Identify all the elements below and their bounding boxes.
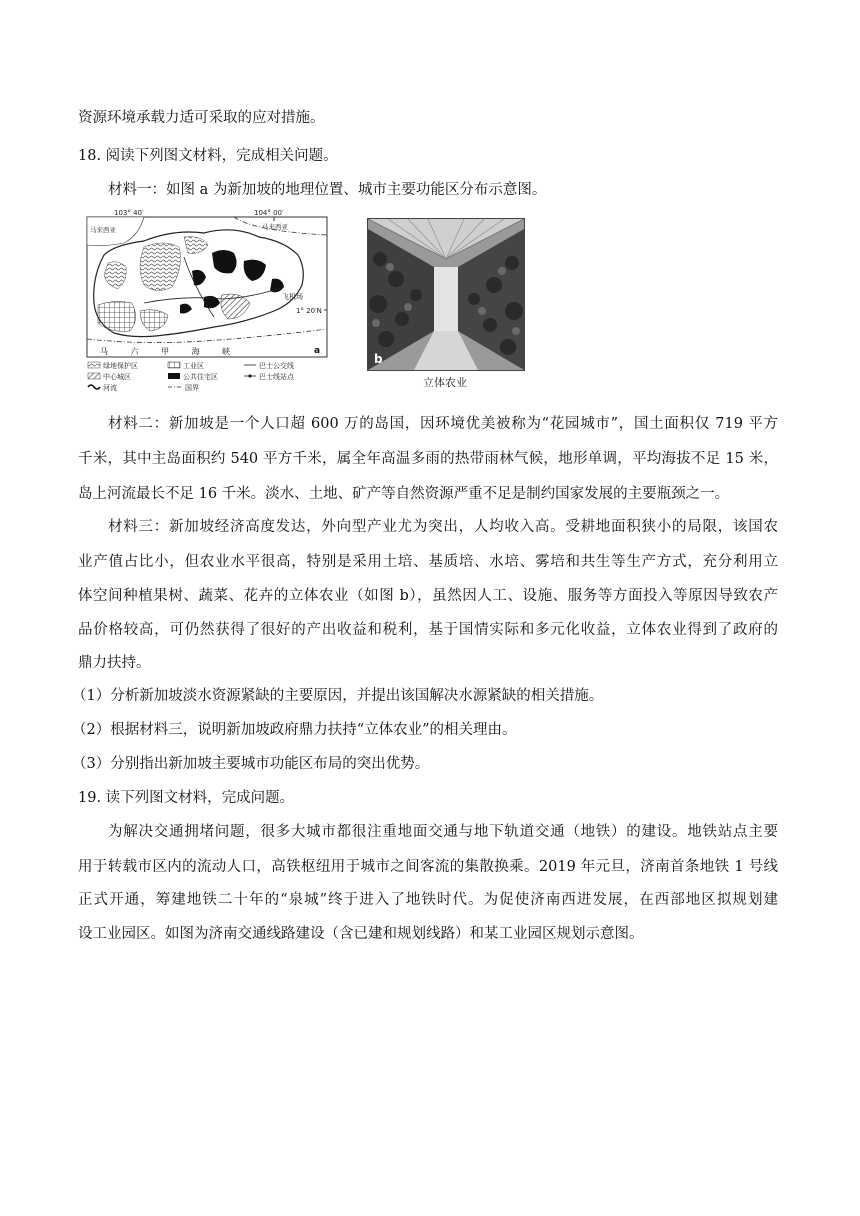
country-label-malaysia-left: 马来西亚 xyxy=(90,226,116,234)
legend-housing-swatch xyxy=(168,373,180,379)
singapore-map-figure xyxy=(84,207,332,393)
legend-industry-swatch xyxy=(168,362,180,368)
material-1-text: 材料一：如图 a 为新加坡的地理位置、城市主要功能区分布示意图。 xyxy=(108,182,547,198)
q19-para-line-2: 用于转载市区内的流动人口，高铁枢纽用于城市之间客流的集散换乘。2019 年元旦，济南首条地铁 1 号线 xyxy=(78,859,778,875)
legend-center-swatch xyxy=(88,373,100,379)
question-19-heading: 19. 读下列图文材料，完成问题。 xyxy=(78,790,295,806)
legend-river: 河流 xyxy=(103,384,117,392)
greenhouse-illustration xyxy=(368,219,524,370)
legend-border: 国界 xyxy=(185,384,199,392)
material-2-line-3: 岛上河流最长不足 16 千米。淡水、土地、矿产等自然资源严重不足是制约国家发展的主要瓶颈之一。 xyxy=(78,486,730,502)
material-3-line-1: 材料三：新加坡经济高度发达，外向型产业尤为突出，人均收入高。受耕地面积狭小的局限，该国农 xyxy=(108,519,778,535)
material-2-line-2: 千米，其中主岛面积约 540 平方千米，属全年高温多雨的热带雨林气候，地形单调，平均海拔不足 15 米， xyxy=(78,451,778,467)
material-3-line-4: 品价格较高，可仍然获得了很好的产出收益和税利，基于国情实际和多元化收益，立体农业得到了政府的 xyxy=(78,622,778,638)
material-2-line-1: 材料二：新加坡是一个人口超 600 万的岛国，因环境优美被称为“花园城市”，国土面积仅 719 平方 xyxy=(108,416,778,432)
legend-center: 中心城区 xyxy=(103,373,131,381)
country-label-malaysia-right: 马来西亚 xyxy=(262,223,288,231)
fig-a-label: a xyxy=(314,346,321,356)
fig-b-label: b xyxy=(374,352,383,366)
legend-green-swatch xyxy=(88,362,100,368)
airport-label: 飞机场 xyxy=(282,293,303,301)
lon-left-label: 103° 40′ xyxy=(114,209,144,217)
lat-label: 1° 20′N xyxy=(296,307,322,315)
material-3-line-3: 体空间种植果树、蔬菜、花卉的立体农业（如图 b），虽然因人工、设施、服务等方面投入等原因导致农产 xyxy=(78,588,778,604)
legend-housing: 公共住宅区 xyxy=(183,373,218,381)
legend-green: 绿地保护区 xyxy=(103,362,138,370)
q19-para-line-1: 为解决交通拥堵问题，很多大城市都很注重地面交通与地下轨道交通（地铁）的建设。地铁站点主要 xyxy=(108,824,778,840)
q19-para-line-3: 正式开通，筹建地铁二十年的“泉城”终于进入了地铁时代。为促使济南西进发展，在西部地区拟规划建 xyxy=(78,892,778,908)
sub-question-1: （1）分析新加坡淡水资源紧缺的主要原因，并提出该国解决水源紧缺的相关措施。 xyxy=(72,688,604,704)
map-legend xyxy=(88,361,295,392)
sub-question-2: （2）根据材料三，说明新加坡政府鼎力扶持“立体农业”的相关理由。 xyxy=(72,722,517,738)
q19-para-line-4: 设工业园区。如图为济南交通线路建设（含已建和规划线路）和某工业园区规划示意图。 xyxy=(78,926,644,942)
question-18-heading: 18. 阅读下列图文材料，完成相关问题。 xyxy=(78,148,338,164)
vertical-farming-photo xyxy=(367,218,525,371)
legend-bus-line: 巴士公交线 xyxy=(259,362,294,370)
material-3-line-2: 业产值占比小，但农业水平很高，特别是采用土培、基质培、水培、雾培和共生等生产方式，充分利用立 xyxy=(78,554,778,570)
sub-question-3: （3）分别指出新加坡主要城市功能区布局的突出优势。 xyxy=(72,756,430,772)
strait-label: 马 六 甲 海 峡 xyxy=(100,347,241,356)
legend-bus-stop: 巴士线站点 xyxy=(259,373,294,381)
fig-b-caption: 立体农业 xyxy=(423,376,467,389)
lon-right-label: 104° 00′ xyxy=(254,209,284,217)
text-line: 资源环境承载力适可采取的应对措施。 xyxy=(78,110,325,126)
legend-industry: 工业区 xyxy=(183,362,204,370)
material-3-line-5: 鼎力扶持。 xyxy=(78,655,151,671)
